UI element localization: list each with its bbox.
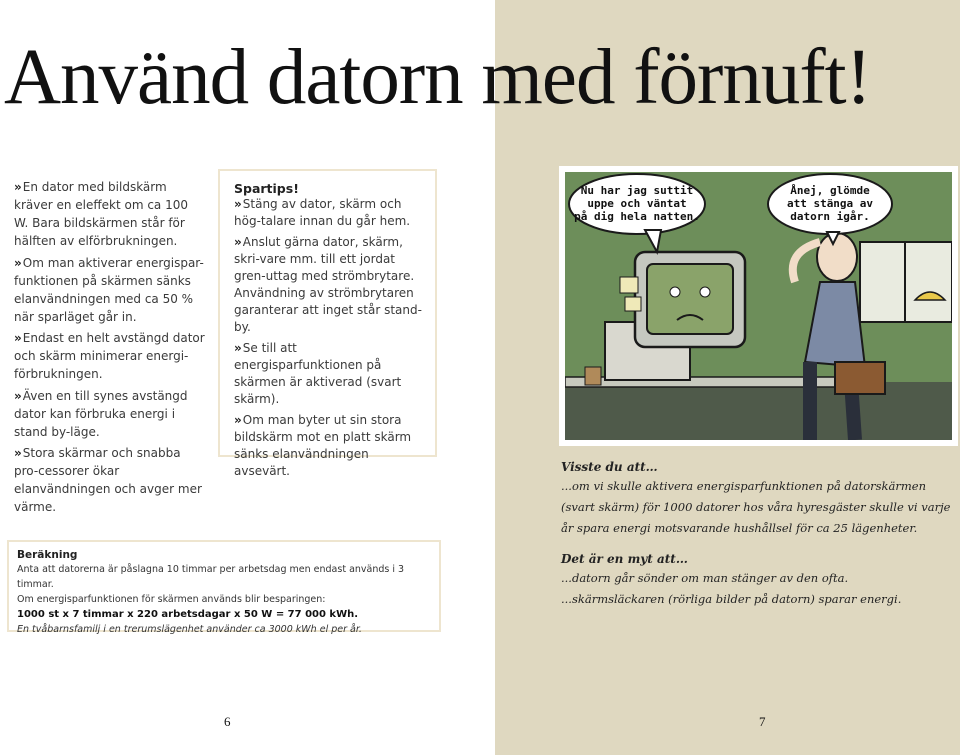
bubble-right-line: datorn igår. (790, 210, 870, 223)
info-bullet: »Endast en helt avstängd dator och skärm minimerar energi-förbrukningen. (14, 331, 205, 381)
chevron-icon: » (14, 388, 22, 403)
tip-item: »Se till att energisparfunktionen på skärmen är aktiverad (svart skärm). (234, 341, 402, 406)
calculation-title: Beräkning (17, 549, 78, 561)
chevron-icon: » (14, 446, 22, 460)
chevron-icon: » (14, 331, 22, 345)
tip-item: »Stäng av dator, skärm och hög-talare innan du går hem. (234, 197, 411, 228)
tip-item: »Om man byter ut sin stora bildskärm mot en platt skärm sänks elanvändningen avsevärt. (234, 413, 412, 478)
info-bullet: »Även en till synes avstängd dator kan förbruka energi i stand by-läge. (14, 388, 188, 439)
monitor-screen (647, 264, 733, 334)
facts-text: ...om vi skulle aktivera energisparfunktionen på datorskärmen (svart skärm) för 1000 datorer hos våra hyresgäster skulle vi varje år spara energi motsvarande hushållsel för ca 25 lägenheter. (561, 479, 951, 535)
chevron-icon: » (234, 197, 242, 211)
info-bullet-list (14, 178, 206, 520)
chevron-icon: » (234, 413, 242, 427)
tip-item: »Anslut gärna dator, skärm, skri-vare mm. till ett jordat gren-uttag med strömbrytare. Användning av strömbrytaren garanterar att inget står stand-by. (234, 235, 422, 334)
info-bullet: »Om man aktiverar energispar-funktionen på skärmen sänks elanvändningen med ca 50 % när sparläget går in. (14, 255, 204, 324)
sticky-note (625, 297, 641, 311)
calculation-box (7, 540, 441, 635)
facts-section (561, 458, 953, 610)
calculation-formula: 1000 st x 7 timmar x 220 arbetsdagar x 50 W = 77 000 kWh. (17, 609, 359, 620)
briefcase (835, 362, 885, 394)
coffee-mug (585, 367, 601, 385)
facts-text: ...datorn går sönder om man stänger av den ofta. (561, 571, 849, 585)
page-number-left: 6 (224, 714, 231, 729)
chevron-icon: » (14, 180, 22, 194)
cartoon-drawing (565, 172, 952, 440)
calculation-note: En tvåbarnsfamilj i en trerumslägenhet använder ca 3000 kWh el per år. (17, 624, 362, 635)
calculation-line: Om energisparfunktionen för skärmen används blir besparingen: (17, 594, 326, 605)
facts-heading: Visste du att… (561, 460, 658, 474)
cartoon-illustration (559, 166, 958, 446)
tips-title: Spartips! (234, 181, 299, 196)
page-number-right: 7 (759, 714, 766, 729)
cartoon-desk (565, 382, 952, 440)
person-head (817, 233, 857, 281)
bubble-left-line: på dig hela natten. (574, 210, 700, 223)
sticky-note (620, 277, 638, 293)
facts-text: ...skärmsläckaren (rörliga bilder på datorn) sparar energi. (561, 592, 902, 606)
bubble-left-line: Nu har jag suttit (580, 184, 694, 197)
chevron-icon: » (234, 341, 242, 355)
info-bullet: »En dator med bildskärm kräver en eleffekt om ca 100 W. Bara bildskärmen står för hälften av elförbrukningen. (14, 180, 189, 248)
info-bullet: »Stora skärmar och snabba pro-cessorer ökar elanvändningen och avger mer värme. (14, 446, 202, 514)
bubble-right-line: Ånej, glömde (790, 184, 870, 197)
chevron-icon: » (234, 235, 242, 249)
bubble-left-line: uppe och väntat (587, 197, 687, 210)
bubble-right-line: att stänga av (786, 197, 874, 210)
facts-heading: Det är en myt att… (561, 552, 688, 566)
chevron-icon: » (14, 255, 22, 270)
page-title: Använd datorn med förnuft! (4, 34, 871, 121)
calculation-line: Anta att datorerna är påslagna 10 timmar per arbetsdag men endast används i 3 timmar. (17, 564, 405, 590)
tips-box (218, 169, 437, 478)
